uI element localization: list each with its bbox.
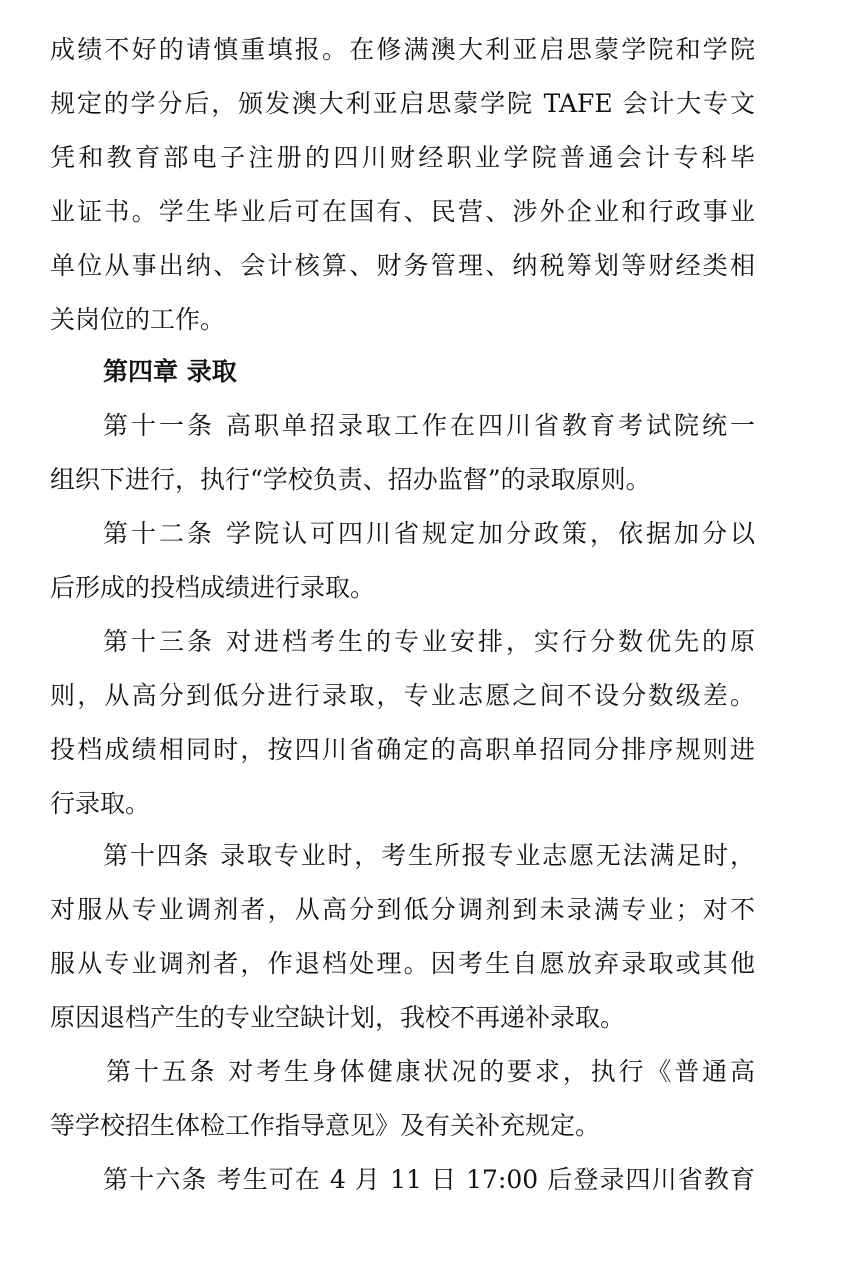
article-15-line: 第十五条 对考生身体健康状况的要求，执行《普通高	[106, 1057, 755, 1086]
article-11-line: 第十一条 高职单招录取工作在四川省教育考试院统一	[103, 411, 755, 440]
paragraph-line: 单位从事出纳、会计核算、财务管理、纳税筹划等财经类相	[50, 251, 755, 280]
chapter-heading: 第四章 录取	[103, 357, 237, 386]
paragraph-line: 业证书。学生毕业后可在国有、民营、涉外企业和行政事业	[50, 197, 755, 226]
article-14-line: 第十四条 录取专业时，考生所报专业志愿无法满足时，	[103, 841, 755, 870]
article-13-line: 第十三条 对进档考生的专业安排，实行分数优先的原	[103, 627, 755, 656]
article-13-line: 则，从高分到低分进行录取，专业志愿之间不设分数级差。	[50, 681, 755, 710]
article-14-line: 对服从专业调剂者，从高分到低分调剂到未录满专业；对不	[50, 895, 755, 924]
article-11-line: 组织下进行，执行“学校负责、招办监督”的录取原则。	[50, 465, 651, 494]
article-14-line: 服从专业调剂者，作退档处理。因考生自愿放弃录取或其他	[50, 949, 755, 978]
paragraph-line: 规定的学分后，颁发澳大利亚启思蒙学院 TAFE 会计大专文	[50, 89, 755, 118]
article-12-line: 后形成的投档成绩进行录取。	[50, 573, 376, 602]
paragraph-line: 凭和教育部电子注册的四川财经职业学院普通会计专科毕	[50, 143, 755, 172]
article-12-line: 第十二条 学院认可四川省规定加分政策，依据加分以	[103, 519, 755, 548]
article-14-line: 原因退档产生的专业空缺计划，我校不再递补录取。	[50, 1003, 626, 1032]
paragraph-line: 关岗位的工作。	[50, 305, 226, 334]
article-15-line: 等学校招生体检工作指导意见》及有关补充规定。	[50, 1111, 601, 1140]
article-16-line: 第十六条 考生可在 4 月 11 日 17:00 后登录四川省教育	[103, 1165, 755, 1194]
article-13-line: 行录取。	[50, 789, 151, 818]
article-13-line: 投档成绩相同时，按四川省确定的高职单招同分排序规则进	[50, 735, 755, 764]
paragraph-line: 成绩不好的请慎重填报。在修满澳大利亚启思蒙学院和学院	[50, 35, 755, 64]
